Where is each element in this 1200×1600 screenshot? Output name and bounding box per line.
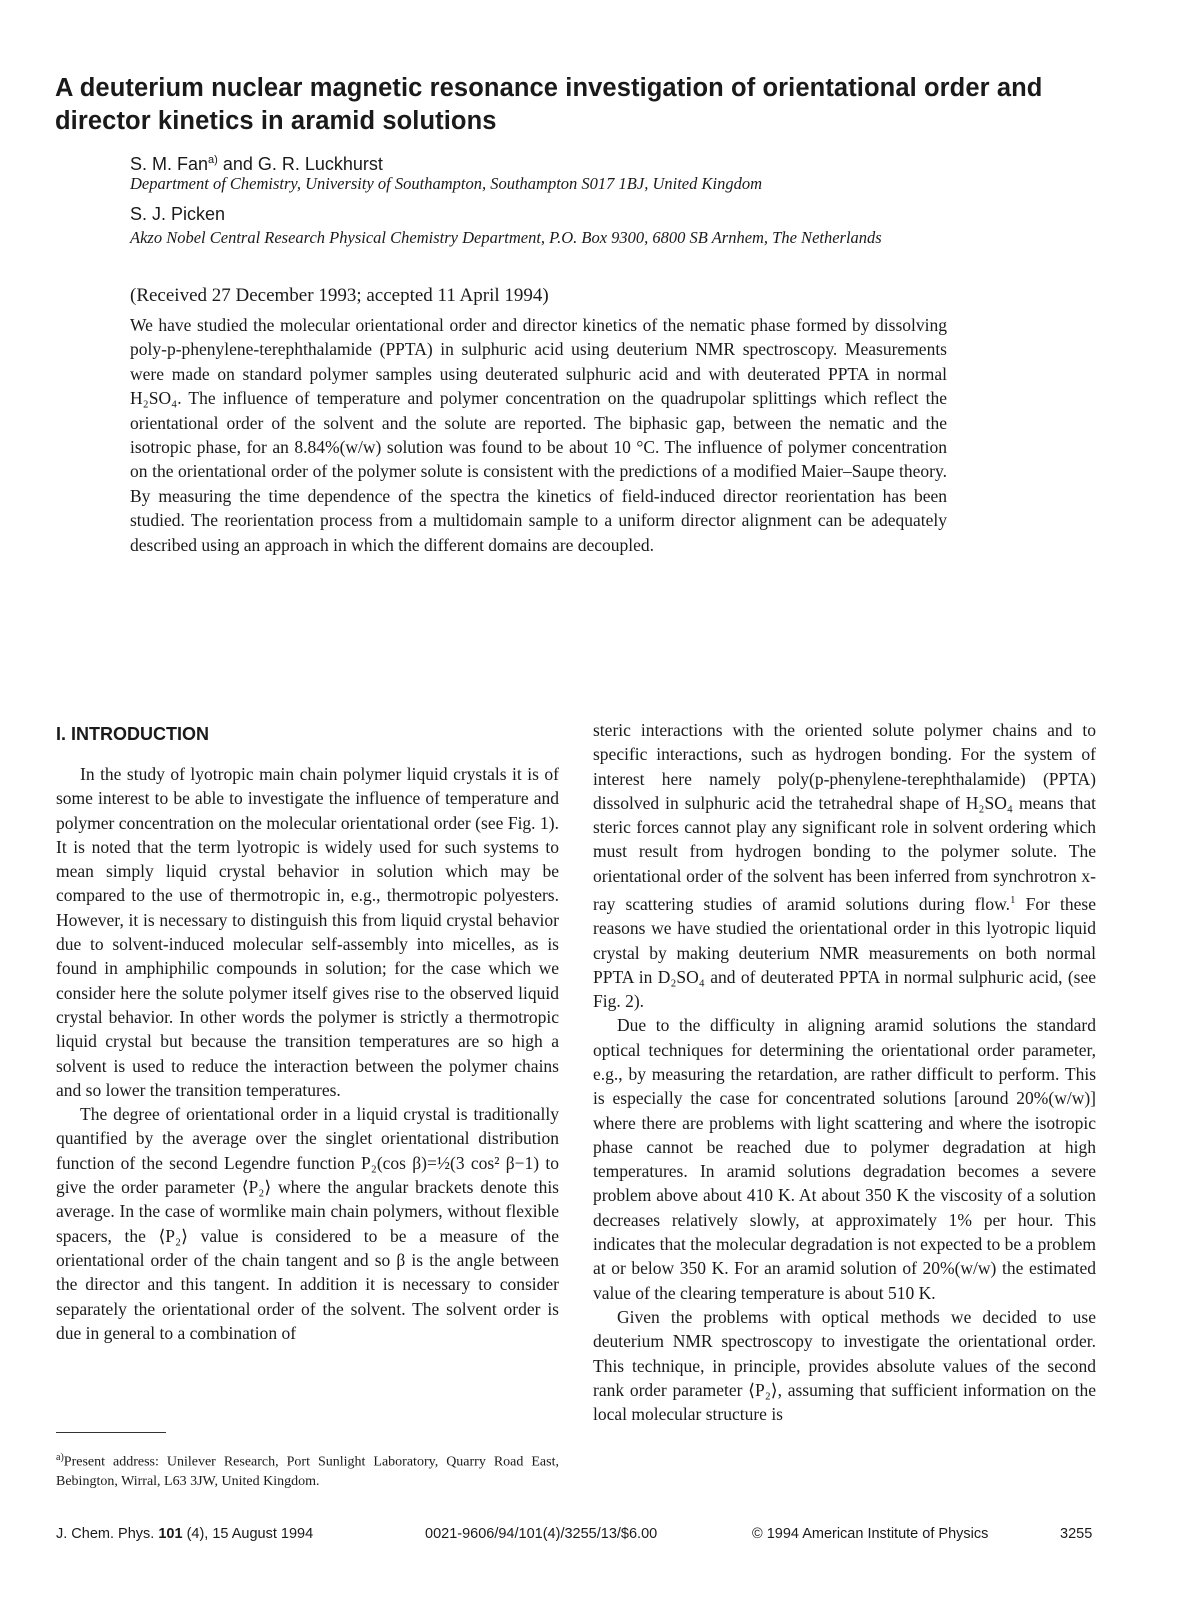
abstract: We have studied the molecular orientational order and director kinetics of the nematic phase formed by dissolving poly-p-phenylene-terephthalamide (PPTA) in sulphuric acid using deuterium NMR spectroscopy. Measurements were made on standard polymer samples using deuterated sulphuric acid and with deuterated PPTA in normal H₂SO₄. The influence of temperature and polymer concentration on the quadrupolar splittings which reflect the orientational order of the solvent and the solute are reported. The biphasic gap, between the nematic and the isotropic phase, for an 8.84%(w/w) solution was found to be about 10 °C. The influence of polymer concentration on the orientational order of the polymer solute is consistent with the predictions of a modified Maier–Saupe theory. By measuring the time dependence of the spectra the kinetics of field-induced director reorientation has been studied. The reorientation process from a multidomain sample to a uniform director alignment can be adequately described using an approach in which the different domains are decoupled.	[130, 315, 947, 555]
footnote	[56, 1448, 559, 1491]
right-paragraph-1-cont: For these reasons we have studied the orientational order in this lyotropic liquid crystal by making deuterium NMR measurements on both normal PPTA in D₂SO₄ and of deuterated PPTA in normal sulphuric acid, (see Fig. 2).	[593, 893, 1096, 1012]
section-heading: I. INTRODUCTION	[56, 724, 209, 744]
journal-name: J. Chem. Phys.	[56, 1526, 159, 1542]
journal-issue-date: (4), 15 August 1994	[182, 1526, 314, 1542]
right-paragraph-1-text: steric interactions with the oriented solute polymer chains and to specific interactions, such as hydrogen bonding. For the system of interest here namely poly(p-phenylene-terephthalamide) (PPTA) dissolved in sulphuric acid the tetrahedral shape of H₂SO₄ means that steric forces cannot play any significant role in solvent ordering which must result from hydrogen bonding to the polymer solute. The orientational order of the solvent has been inferred from synchrotron x-ray scattering studies of aramid solutions during flow.	[593, 720, 1096, 914]
author-picken: S. J. Picken	[130, 204, 226, 224]
footnote-rule	[56, 1432, 166, 1433]
right-paragraph-2: Due to the difficulty in aligning aramid solutions the standard optical techniques for determining the orientational order parameter, e.g., by measuring the retardation, are rather difficult to perform. This is especially the case for concentrated solutions [around 20%(w/w)] where there are problems with light scattering and where the isotropic phase cannot be reached due to polymer degradation at high temperatures. In aramid solutions degradation becomes a severe problem above about 410 K. At about 350 K the viscosity of a solution decreases relatively slowly, at approximately 1% per hour. This indicates that the molecular degradation is not expected to be a problem at or below 350 K. For an aramid solution of 20%(w/w) the estimated value of the clearing temperature is about 510 K.	[593, 1015, 1096, 1303]
journal-citation	[56, 1525, 313, 1543]
article-title: A deuterium nuclear magnetic resonance investigation of orientational order and director kinetics in aramid solutions	[55, 74, 1043, 135]
copyright: © 1994 American Institute of Physics	[752, 1526, 989, 1542]
footnote-text: Present address: Unilever Research, Port Sunlight Laboratory, Quarry Road East, Bebington, Wirral, L63 3JW, United Kingdom.	[56, 1454, 559, 1489]
journal-volume: 101	[158, 1526, 183, 1542]
article-code: 0021-9606/94/101(4)/3255/13/$6.00	[425, 1526, 658, 1542]
right-column	[593, 718, 1096, 1426]
footnote-mark: a)	[56, 1452, 64, 1463]
author-luckhurst: and G. R. Luckhurst	[217, 154, 383, 174]
affiliation-southampton: Department of Chemistry, University of Southampton, Southampton S017 1BJ, United Kingdom	[130, 174, 762, 193]
author-footnote-mark: a)	[208, 154, 218, 166]
author-fan: S. M. Fan	[130, 154, 209, 174]
left-column	[56, 718, 559, 1345]
intro-paragraph-1: In the study of lyotropic main chain polymer liquid crystals it is of some interest to be able to investigate the influence of temperature and polymer concentration on the molecular orientational order (see Fig. 1). It is noted that the term lyotropic is widely used for such systems to mean simply liquid crystal behavior in solution which may be compared to the use of thermotropic in, e.g., thermotropic polyesters. However, it is necessary to distinguish this from liquid crystal behavior due to solvent-induced molecular self-assembly into micelles, as is found in amphiphilic compounds in solution; for the case which we consider here the solute polymer itself gives rise to the observed liquid crystal behavior. In other words the polymer is strictly a thermotropic liquid crystal but because the transition temperatures are so high a solvent is used to reduce the interaction between the polymer chains and so lower the transition temperatures.	[56, 764, 559, 1100]
intro-paragraph-2: The degree of orientational order in a liquid crystal is traditionally quantified by the average over the singlet orientational distribution function of the second Legendre function P₂(cos β)=½(3 cos² β−1) to give the order parameter ⟨P₂⟩ where the angular brackets denote this average. In the case of wormlike main chain polymers, without flexible spacers, the ⟨P₂⟩ value is considered to be a measure of the orientational order of the chain tangent and so β is the angle between the director and this tangent. In addition it is necessary to consider separately the orientational order of the solvent. The solvent order is due in general to a combination of	[56, 1104, 559, 1343]
right-paragraph-1	[593, 718, 1096, 1013]
affiliation-akzo: Akzo Nobel Central Research Physical Chemistry Department, P.O. Box 9300, 6800 SB Arnhem, The Netherlands	[130, 228, 882, 247]
received-dates: (Received 27 December 1993; accepted 11 April 1994)	[130, 285, 549, 306]
reference-1-mark: 1	[1010, 894, 1016, 907]
right-paragraph-3: Given the problems with optical methods we decided to use deuterium NMR spectroscopy to investigate the orientational order. This technique, in principle, provides absolute values of the second rank order parameter ⟨P₂⟩, assuming that sufficient information on the local molecular structure is	[593, 1306, 1096, 1425]
page-number: 3255	[1060, 1526, 1093, 1542]
